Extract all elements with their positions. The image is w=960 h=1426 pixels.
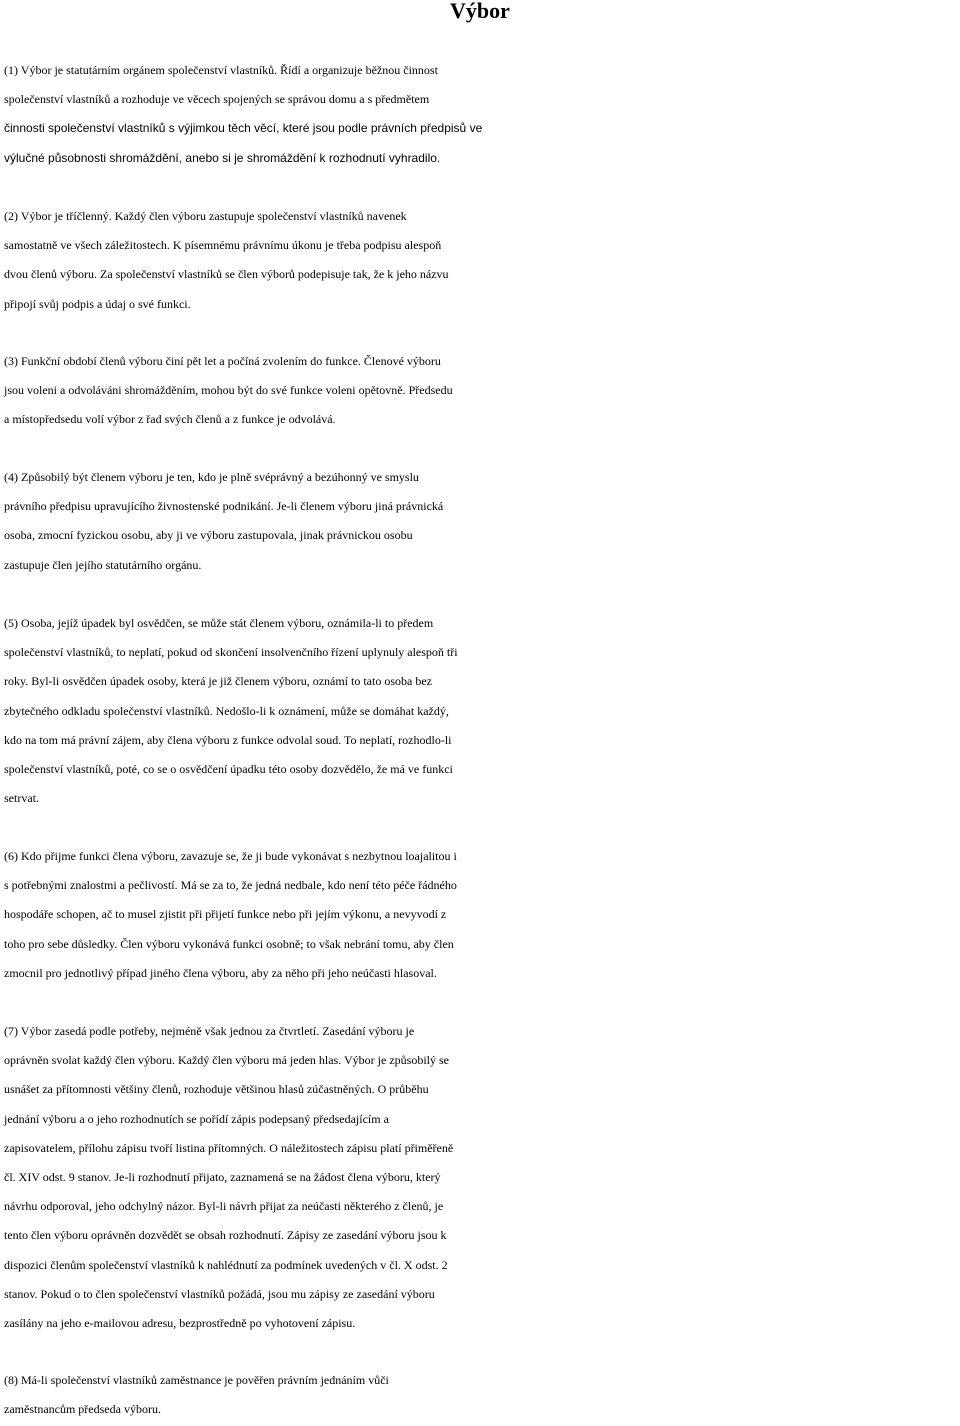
paragraph-line: zmocnil pro jednotlivý případ jiného člena výboru, aby za něho při jeho neúčasti hlasoval. <box>4 965 437 980</box>
paragraph-7 <box>4 1017 958 1338</box>
paragraph-line: toho pro sebe důsledky. Člen výboru vykonává funkci osobně; to však nebrání tomu, aby člen <box>4 936 454 951</box>
paragraph-line: čl. XIV odst. 9 stanov. Je-li rozhodnutí přijato, zaznamená se na žádost člena výboru, který <box>4 1170 441 1185</box>
paragraph-line: jednání výboru a o jeho rozhodnutích se pořídí zápis podepsaný předsedajícím a <box>4 1111 389 1126</box>
paragraph-line: připojí svůj podpis a údaj o své funkci. <box>4 296 191 311</box>
paragraph-line: dispozici členům společenství vlastníků k nahlédnutí za podmínek uvedených v čl. X odst. 2 <box>4 1257 448 1272</box>
paragraph-1 <box>4 56 958 173</box>
paragraph-line: činnosti společenství vlastníků s výjimkou těch věcí, které jsou podle právních předpisů ve <box>4 121 483 136</box>
paragraph-8 <box>4 1366 958 1424</box>
paragraph-line: roky. Byl-li osvědčen úpadek osoby, která je již členem výboru, oznámí to tato osoba bez <box>4 674 432 689</box>
paragraph-line: jsou voleni a odvoláváni shromážděním, mohou být do své funkce voleni opětovně. Předsedu <box>4 383 453 398</box>
paragraph-line: zasílány na jeho e-mailovou adresu, bezprostředně po vyhotovení zápisu. <box>4 1316 356 1331</box>
paragraph-line: dvou členů výboru. Za společenství vlastníků se člen výborů podepisuje tak, že k jeho názvu <box>4 267 449 282</box>
paragraph-line: usnášet za přítomnosti většiny členů, rozhoduje většinou hlasů zúčastněných. O průběhu <box>4 1082 429 1097</box>
paragraph-line: společenství vlastníků, poté, co se o osvědčení úpadku této osoby dozvědělo, že má ve funkci <box>4 762 453 777</box>
paragraph-line: (6) Kdo přijme funkci člena výboru, zavazuje se, že ji bude vykonávat s nezbytnou loajalitou i <box>4 849 457 863</box>
paragraph-line: oprávněn svolat každý člen výboru. Každý člen výboru má jeden hlas. Výbor je způsobilý se <box>4 1053 449 1068</box>
paragraph-line: samostatně ve všech záležitostech. K písemnému právnímu úkonu je třeba podpisu alespoň <box>4 238 442 253</box>
paragraph-line: právního předpisu upravujícího živnostenské podnikání. Je-li členem výboru jiná právnická <box>4 499 444 514</box>
paragraph-line: a místopředsedu volí výbor z řad svých členů a z funkce je odvolává. <box>4 412 336 427</box>
page-title: Výbor <box>450 0 510 23</box>
paragraph-line: zastupuje člen jejího statutárního orgánu. <box>4 557 202 572</box>
paragraph-line: (2) Výbor je tříčlenný. Každý člen výboru zastupuje společenství vlastníků navenek <box>4 209 407 223</box>
paragraph-line: s potřebnými znalostmi a pečlivostí. Má se za to, že jedná nedbale, kdo není této péče řádného <box>4 878 457 893</box>
paragraph-3 <box>4 347 958 435</box>
paragraph-line: stanov. Pokud o to člen společenství vlastníků požádá, jsou mu zápisy ze zasedání výboru <box>4 1286 435 1301</box>
paragraph-line: zaměstnancům předseda výboru. <box>4 1402 161 1417</box>
paragraph-6 <box>4 842 958 988</box>
paragraph-5 <box>4 609 958 813</box>
paragraph-line: (3) Funkční období členů výboru činí pět let a počíná zvolením do funkce. Členové výboru <box>4 354 441 368</box>
paragraph-line: (8) Má-li společenství vlastníků zaměstnance je pověřen právním jednáním vůči <box>4 1373 389 1387</box>
paragraph-line: setrvat. <box>4 791 39 806</box>
paragraph-line: hospodáře schopen, ač to musel zjistit při přijetí funkce nebo při jejím výkonu, a nevyvodí z <box>4 907 447 922</box>
paragraph-line: osoba, zmocní fyzickou osobu, aby ji ve výboru zastupovala, jinak právnickou osobu <box>4 528 413 543</box>
paragraph-line: tento člen výboru oprávněn dozvědět se obsah rozhodnutí. Zápisy ze zasedání výboru jsou k <box>4 1228 447 1243</box>
paragraph-line: zapisovatelem, přílohu zápisu tvoří listina přítomných. O náležitostech zápisu platí přiměřeně <box>4 1140 454 1155</box>
paragraph-line: výlučné působnosti shromáždění, anebo si je shromáždění k rozhodnutí vyhradilo. <box>4 150 441 165</box>
paragraph-line: (1) Výbor je statutárním orgánem společenství vlastníků. Řídí a organizuje běžnou činnost <box>4 63 438 77</box>
paragraph-line: návrhu odporoval, jeho odchylný názor. Byl-li návrh přijat za neúčasti některého z členů, je <box>4 1199 444 1214</box>
paragraph-line: (5) Osoba, jejíž úpadek byl osvědčen, se může stát členem výboru, oznámila-li to předem <box>4 616 434 630</box>
paragraph-line: (4) Způsobilý být členem výboru je ten, kdo je plně svéprávný a bezúhonný ve smyslu <box>4 470 419 484</box>
paragraph-line: společenství vlastníků, to neplatí, pokud od skončení insolvenčního řízení uplynuly alespoň tři <box>4 645 458 660</box>
paragraph-line: kdo na tom má právní zájem, aby člena výboru z funkce odvolal soud. To neplatí, rozhodlo-li <box>4 732 452 747</box>
paragraph-line: (7) Výbor zasedá podle potřeby, nejméně však jednou za čtvrtletí. Zasedání výboru je <box>4 1024 415 1038</box>
paragraph-line: společenství vlastníků a rozhoduje ve věcech spojených se správou domu a s předmětem <box>4 92 430 107</box>
paragraph-line: zbytečného odkladu společenství vlastníků. Nedošlo-li k oznámení, může se domáhat každý, <box>4 703 449 718</box>
paragraph-4 <box>4 463 958 580</box>
paragraph-2 <box>4 202 958 319</box>
